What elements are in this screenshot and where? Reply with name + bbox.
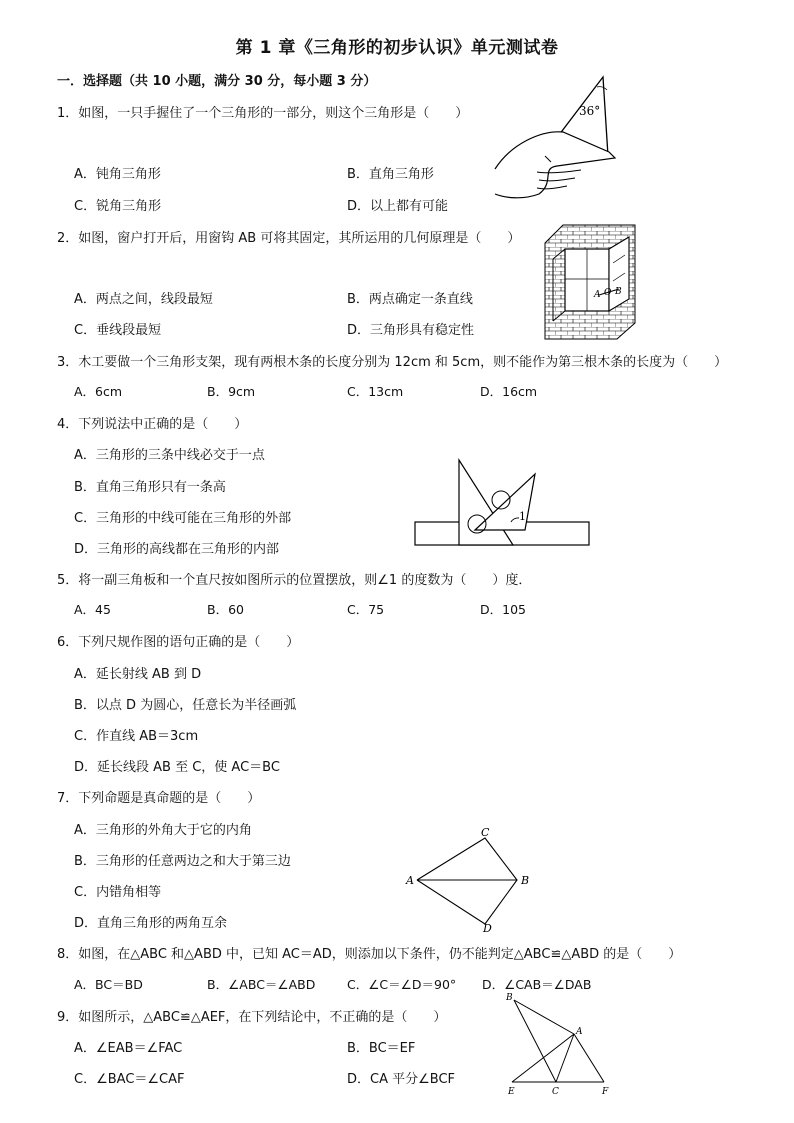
q9-label-c: C <box>552 1087 559 1097</box>
page-title: 第 1 章《三角形的初步认识》单元测试卷 <box>235 38 559 58</box>
q9-label-b: B <box>506 993 513 1003</box>
q2-window-figure <box>543 223 637 341</box>
q9-option-a[interactable]: A．∠EAB＝∠FAC <box>74 1041 183 1056</box>
q1-option-b[interactable]: B．直角三角形 <box>347 167 434 182</box>
q2-label-o: O <box>604 288 612 298</box>
q1-option-c[interactable]: C．锐角三角形 <box>74 199 162 214</box>
question-7-stem: 7．下列命题是真命题的是（ ） <box>57 791 261 806</box>
q8-option-c[interactable]: C．∠C＝∠D＝90° <box>347 977 457 992</box>
q1-option-a[interactable]: A．钝角三角形 <box>74 167 161 182</box>
q5-option-a[interactable]: A．45 <box>74 602 111 617</box>
q5-option-d[interactable]: D．105 <box>480 602 526 617</box>
q9-label-a: A <box>576 1027 583 1037</box>
q8-label-b: B <box>521 874 530 887</box>
q7-option-b[interactable]: B．三角形的任意两边之和大于第三边 <box>74 854 291 869</box>
q5-triangle-ruler-figure <box>413 458 591 548</box>
q8-label-c: C <box>481 826 490 839</box>
question-8-stem: 8．如图，在△ABC 和△ABD 中，已知 AC＝AD，则添加以下条件，仍不能判定△ABC≌△ABD 的是（ ） <box>57 947 682 962</box>
q8-quadrilateral-figure <box>403 826 539 934</box>
q9-option-c[interactable]: C．∠BAC＝∠CAF <box>74 1072 185 1087</box>
q5-angle-label: 1 <box>519 510 526 523</box>
question-2-stem: 2．如图，窗户打开后，用窗钩 AB 可将其固定，其所运用的几何原理是（ ） <box>57 231 521 246</box>
q7-option-c[interactable]: C．内错角相等 <box>74 885 162 900</box>
q3-option-a[interactable]: A．6cm <box>74 384 123 399</box>
section-header: 一．选择题（共 10 小题，满分 30 分，每小题 3 分） <box>57 74 377 89</box>
q5-option-c[interactable]: C．75 <box>347 602 385 617</box>
q4-option-c[interactable]: C．三角形的中线可能在三角形的外部 <box>74 511 292 526</box>
q1-angle-label: 36° <box>579 104 601 118</box>
question-6-stem: 6．下列尺规作图的语句正确的是（ ） <box>57 635 300 650</box>
q9-option-d[interactable]: D．CA 平分∠BCF <box>347 1072 456 1087</box>
q8-option-b[interactable]: B．∠ABC＝∠ABD <box>207 977 316 992</box>
q2-option-a[interactable]: A．两点之间，线段最短 <box>74 292 213 307</box>
q6-option-a[interactable]: A．延长射线 AB 到 D <box>74 667 202 682</box>
q3-option-b[interactable]: B．9cm <box>207 384 256 399</box>
q8-option-d[interactable]: D．∠CAB＝∠DAB <box>482 977 592 992</box>
q3-option-c[interactable]: C．13cm <box>347 384 404 399</box>
q6-option-b[interactable]: B．以点 D 为圆心，任意长为半径画弧 <box>74 698 297 713</box>
q3-option-d[interactable]: D．16cm <box>480 384 538 399</box>
question-1-stem: 1．如图，一只手握住了一个三角形的一部分，则这个三角形是（ ） <box>57 106 469 121</box>
q9-congruent-triangles-figure <box>500 990 616 1100</box>
q9-label-f: F <box>602 1087 609 1097</box>
question-5-stem: 5．将一副三角板和一个直尺按如图所示的位置摆放，则∠1 的度数为（ ）度． <box>57 573 532 588</box>
question-9-stem: 9．如图所示，△ABC≌△AEF，在下列结论中，不正确的是（ ） <box>57 1010 447 1025</box>
q2-label-a: A <box>594 290 601 300</box>
q2-option-c[interactable]: C．垂线段最短 <box>74 323 162 338</box>
q9-label-e: E <box>508 1087 515 1097</box>
q2-label-b: B <box>615 287 622 297</box>
q1-option-d[interactable]: D．以上都有可能 <box>347 199 449 214</box>
q9-option-b[interactable]: B．BC＝EF <box>347 1041 416 1056</box>
question-4-stem: 4．下列说法中正确的是（ ） <box>57 417 248 432</box>
q7-option-d[interactable]: D．直角三角形的两角互余 <box>74 916 228 931</box>
q4-option-b[interactable]: B．直角三角形只有一条高 <box>74 480 226 495</box>
q2-option-d[interactable]: D．三角形具有稳定性 <box>347 323 475 338</box>
q8-label-a: A <box>406 874 414 887</box>
q6-option-d[interactable]: D．延长线段 AB 至 C，使 AC＝BC <box>74 760 280 775</box>
q1-hand-triangle-figure <box>493 74 618 200</box>
q6-option-c[interactable]: C．作直线 AB＝3cm <box>74 729 199 744</box>
q8-option-a[interactable]: A．BC＝BD <box>74 977 143 992</box>
q8-label-d: D <box>483 922 492 934</box>
q2-option-b[interactable]: B．两点确定一条直线 <box>347 292 473 307</box>
question-3-stem: 3．木工要做一个三角形支架，现有两根木条的长度分别为 12cm 和 5cm，则不能作为第三根木条的长度为（ ） <box>57 355 728 370</box>
q4-option-a[interactable]: A．三角形的三条中线必交于一点 <box>74 448 265 463</box>
q7-option-a[interactable]: A．三角形的外角大于它的内角 <box>74 823 252 838</box>
q5-option-b[interactable]: B．60 <box>207 602 244 617</box>
q4-option-d[interactable]: D．三角形的高线都在三角形的内部 <box>74 542 280 557</box>
